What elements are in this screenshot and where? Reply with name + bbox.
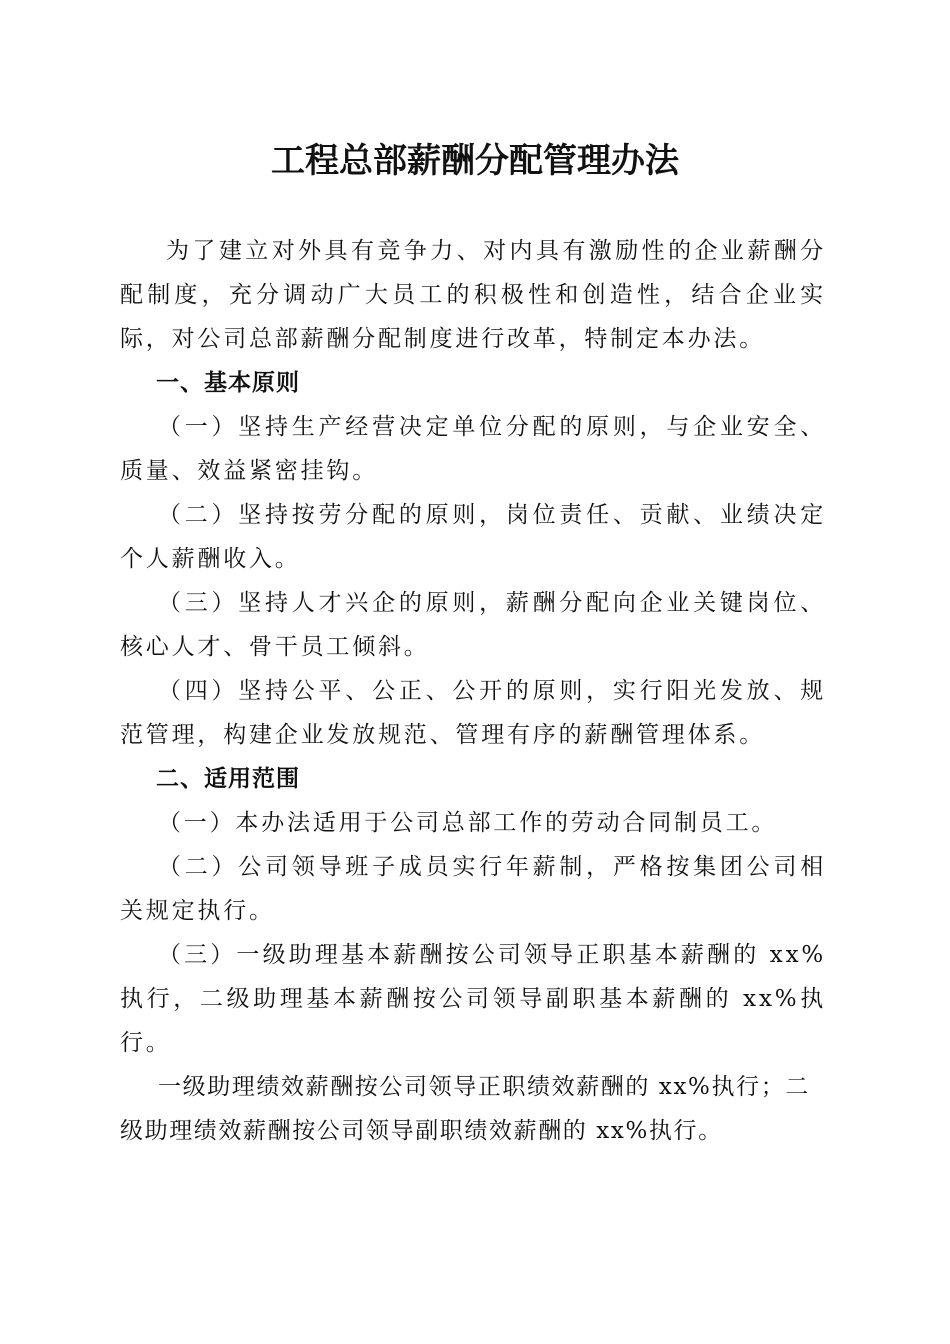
document-body (120, 229, 826, 1153)
scope-item-3: （三）一级助理基本薪酬按公司领导正职基本薪酬的 xx%执行，二级助理基本薪酬按公司领导副职基本薪酬的 xx%执行。 (120, 942, 826, 1056)
document-title: 工程总部薪酬分配管理办法 (271, 141, 679, 181)
principle-item-3: （三）坚持人才兴企的原则，薪酬分配向企业关键岗位、核心人才、骨干员工倾斜。 (120, 590, 826, 660)
intro-paragraph: 为了建立对外具有竞争力、对内具有激励性的企业薪酬分配制度，充分调动广大员工的积极性和创造性，结合企业实际，对公司总部薪酬分配制度进行改革，特制定本办法。 (120, 238, 826, 352)
scope-item-2: （二）公司领导班子成员实行年薪制，严格按集团公司相关规定执行。 (120, 854, 826, 924)
section-heading-scope: 二、适用范围 (156, 766, 300, 792)
principle-item-2: （二）坚持按劳分配的原则，岗位责任、贡献、业绩决定个人薪酬收入。 (120, 502, 826, 572)
scope-item-1: （一）本办法适用于公司总部工作的劳动合同制员工。 (158, 810, 778, 836)
section-heading-basic-principles: 一、基本原则 (156, 370, 300, 396)
principle-item-4: （四）坚持公平、公正、公开的原则，实行阳光发放、规范管理，构建企业发放规范、管理有序的薪酬管理体系。 (120, 678, 826, 748)
principle-item-1: （一）坚持生产经营决定单位分配的原则，与企业安全、质量、效益紧密挂钩。 (120, 414, 826, 484)
scope-note-paragraph: 一级助理绩效薪酬按公司领导正职绩效薪酬的 xx%执行；二级助理绩效薪酬按公司领导副职绩效薪酬的 xx%执行。 (120, 1074, 810, 1144)
